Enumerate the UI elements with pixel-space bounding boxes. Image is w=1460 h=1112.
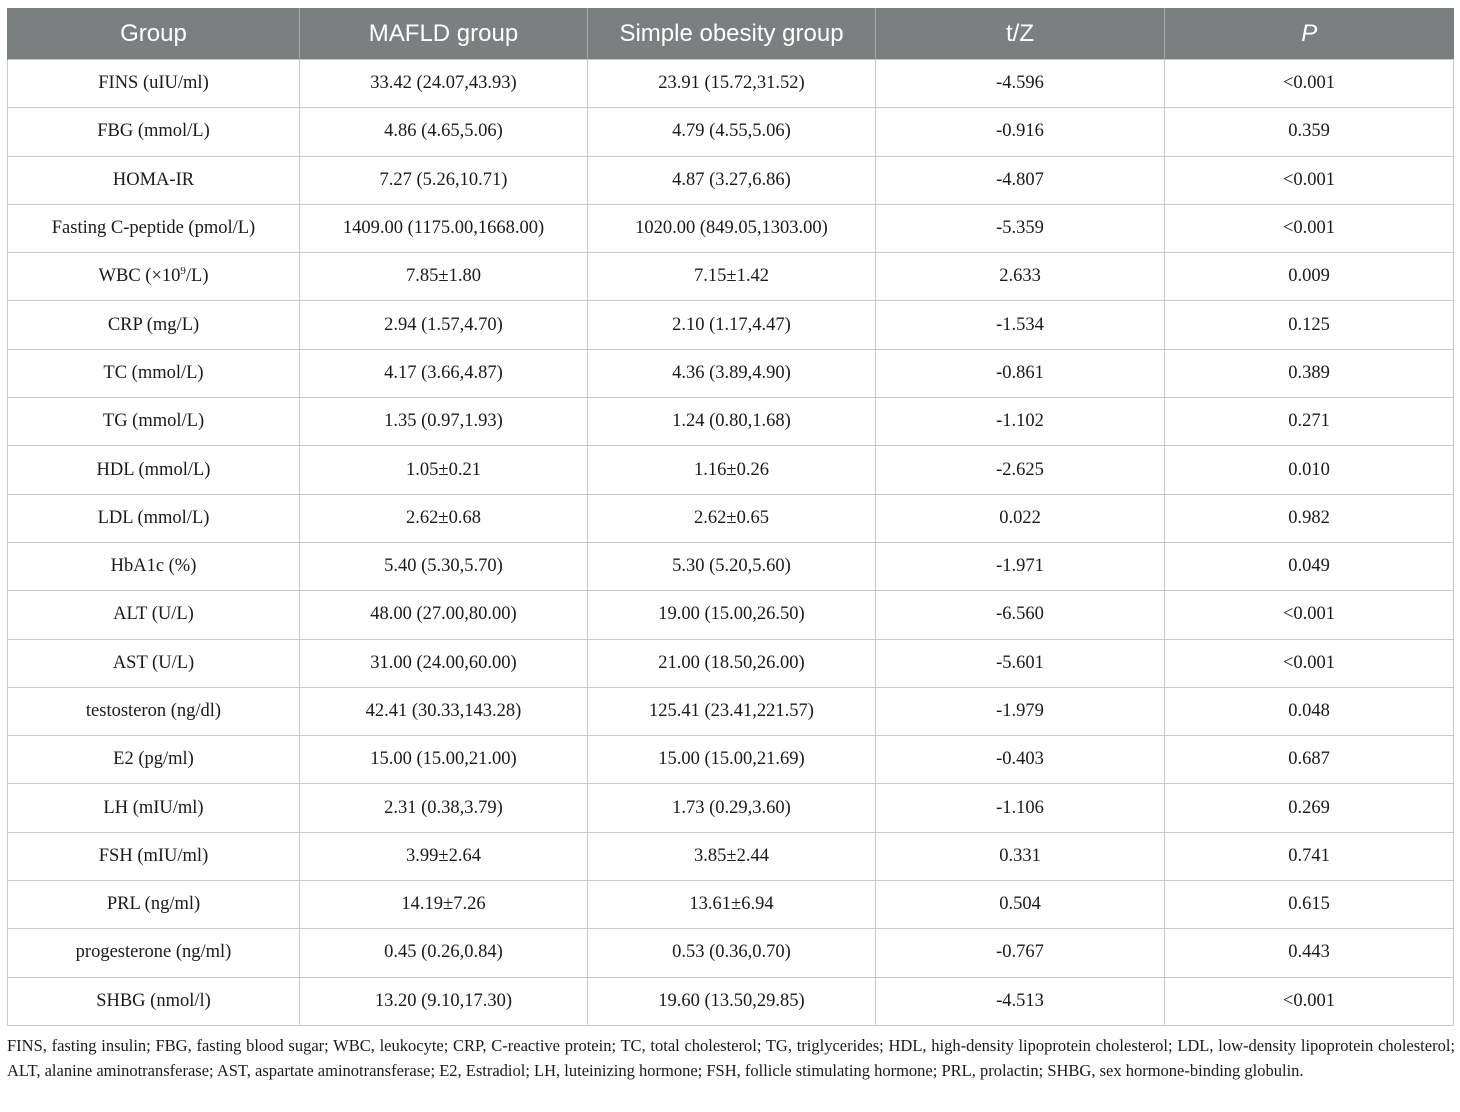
- row-label: SHBG (nmol/l): [8, 977, 300, 1025]
- table-row: [8, 494, 1454, 542]
- obesity-value: 5.30 (5.20,5.60): [588, 542, 876, 590]
- mafld-value: 0.45 (0.26,0.84): [300, 929, 588, 977]
- p-value: <0.001: [1165, 60, 1454, 108]
- row-label: FBG (mmol/L): [8, 108, 300, 156]
- row-label: TC (mmol/L): [8, 349, 300, 397]
- header-p: P: [1165, 8, 1454, 60]
- mafld-value: 7.85±1.80: [300, 253, 588, 301]
- header-t-z: t/Z: [876, 8, 1165, 60]
- obesity-value: 4.79 (4.55,5.06): [588, 108, 876, 156]
- row-label-tail: /L): [185, 266, 209, 287]
- obesity-value: 3.85±2.44: [588, 832, 876, 880]
- row-label: HOMA-IR: [8, 156, 300, 204]
- p-value: 0.443: [1165, 929, 1454, 977]
- table-row: [8, 832, 1454, 880]
- table-row: [8, 542, 1454, 590]
- row-label: AST (U/L): [8, 639, 300, 687]
- obesity-value: 13.61±6.94: [588, 881, 876, 929]
- mafld-value: 3.99±2.64: [300, 832, 588, 880]
- header-row: [8, 8, 1454, 60]
- obesity-value: 23.91 (15.72,31.52): [588, 60, 876, 108]
- mafld-value: 2.31 (0.38,3.79): [300, 784, 588, 832]
- table-row: [8, 591, 1454, 639]
- tz-value: -0.861: [876, 349, 1165, 397]
- mafld-value: 15.00 (15.00,21.00): [300, 736, 588, 784]
- row-label: progesterone (ng/ml): [8, 929, 300, 977]
- mafld-value: 1.35 (0.97,1.93): [300, 398, 588, 446]
- mafld-value: 1.05±0.21: [300, 446, 588, 494]
- mafld-value: 7.27 (5.26,10.71): [300, 156, 588, 204]
- tz-value: -1.534: [876, 301, 1165, 349]
- tz-value: -1.979: [876, 687, 1165, 735]
- table-row: [8, 977, 1454, 1025]
- obesity-value: 21.00 (18.50,26.00): [588, 639, 876, 687]
- p-value: <0.001: [1165, 591, 1454, 639]
- obesity-value: 15.00 (15.00,21.69): [588, 736, 876, 784]
- comparison-table: [7, 8, 1454, 1026]
- row-label: testosteron (ng/dl): [8, 687, 300, 735]
- obesity-value: 4.36 (3.89,4.90): [588, 349, 876, 397]
- header-simple-obesity-group: Simple obesity group: [588, 8, 876, 60]
- row-label: Fasting C-peptide (pmol/L): [8, 204, 300, 252]
- mafld-value: 1409.00 (1175.00,1668.00): [300, 204, 588, 252]
- p-value: <0.001: [1165, 977, 1454, 1025]
- tz-value: -0.403: [876, 736, 1165, 784]
- obesity-value: 1020.00 (849.05,1303.00): [588, 204, 876, 252]
- obesity-value: 1.16±0.26: [588, 446, 876, 494]
- tz-value: -0.916: [876, 108, 1165, 156]
- table-header: [8, 8, 1454, 60]
- table-row: [8, 929, 1454, 977]
- p-value: 0.982: [1165, 494, 1454, 542]
- obesity-value: 1.73 (0.29,3.60): [588, 784, 876, 832]
- p-value: 0.049: [1165, 542, 1454, 590]
- p-value: <0.001: [1165, 639, 1454, 687]
- p-value: 0.125: [1165, 301, 1454, 349]
- tz-value: -5.359: [876, 204, 1165, 252]
- row-label: FINS (uIU/ml): [8, 60, 300, 108]
- row-label: CRP (mg/L): [8, 301, 300, 349]
- obesity-value: 1.24 (0.80,1.68): [588, 398, 876, 446]
- p-value: 0.269: [1165, 784, 1454, 832]
- table-row: [8, 398, 1454, 446]
- row-label: LH (mIU/ml): [8, 784, 300, 832]
- header-group: Group: [8, 8, 300, 60]
- obesity-value: 125.41 (23.41,221.57): [588, 687, 876, 735]
- obesity-value: 2.62±0.65: [588, 494, 876, 542]
- table-row: [8, 108, 1454, 156]
- tz-value: 2.633: [876, 253, 1165, 301]
- table-row: [8, 156, 1454, 204]
- obesity-value: 0.53 (0.36,0.70): [588, 929, 876, 977]
- p-value: <0.001: [1165, 204, 1454, 252]
- table-row: [8, 60, 1454, 108]
- p-value: 0.271: [1165, 398, 1454, 446]
- table-row: [8, 349, 1454, 397]
- tz-value: 0.022: [876, 494, 1165, 542]
- obesity-value: 2.10 (1.17,4.47): [588, 301, 876, 349]
- table-row: [8, 687, 1454, 735]
- row-label: HbA1c (%): [8, 542, 300, 590]
- table-row: [8, 639, 1454, 687]
- mafld-value: 42.41 (30.33,143.28): [300, 687, 588, 735]
- table-row: [8, 301, 1454, 349]
- mafld-value: 4.86 (4.65,5.06): [300, 108, 588, 156]
- p-value: 0.615: [1165, 881, 1454, 929]
- row-label-text: WBC (×10: [98, 266, 181, 287]
- p-value: 0.010: [1165, 446, 1454, 494]
- mafld-value: 33.42 (24.07,43.93): [300, 60, 588, 108]
- mafld-value: 14.19±7.26: [300, 881, 588, 929]
- mafld-value: 13.20 (9.10,17.30): [300, 977, 588, 1025]
- p-value: <0.001: [1165, 156, 1454, 204]
- mafld-value: 2.62±0.68: [300, 494, 588, 542]
- tz-value: 0.504: [876, 881, 1165, 929]
- mafld-value: 4.17 (3.66,4.87): [300, 349, 588, 397]
- table-footnote: FINS, fasting insulin; FBG, fasting blood sugar; WBC, leukocyte; CRP, C-reactive protein; TC, total cholesterol; TG, triglycerides; HDL, high-density lipoprotein cholesterol; LDL, low-density lipoprotein cholesterol; ALT, alanine aminotransferase; AST, aspartate aminotransferase; E2, Estradiol; LH, luteinizing hormone; FSH, follicle stimulating hormone; PRL, prolactin; SHBG, sex hormone-binding globulin.: [7, 1036, 1455, 1080]
- obesity-value: 19.60 (13.50,29.85): [588, 977, 876, 1025]
- mafld-value: 31.00 (24.00,60.00): [300, 639, 588, 687]
- p-value: 0.359: [1165, 108, 1454, 156]
- table-row: [8, 881, 1454, 929]
- tz-value: -5.601: [876, 639, 1165, 687]
- header-mafld-group: MAFLD group: [300, 8, 588, 60]
- row-label: E2 (pg/ml): [8, 736, 300, 784]
- obesity-value: 7.15±1.42: [588, 253, 876, 301]
- row-label: FSH (mIU/ml): [8, 832, 300, 880]
- table-row: [8, 446, 1454, 494]
- tz-value: -0.767: [876, 929, 1165, 977]
- mafld-value: 5.40 (5.30,5.70): [300, 542, 588, 590]
- tz-value: -1.971: [876, 542, 1165, 590]
- tz-value: -6.560: [876, 591, 1165, 639]
- table-row: [8, 736, 1454, 784]
- p-value: 0.048: [1165, 687, 1454, 735]
- obesity-value: 19.00 (15.00,26.50): [588, 591, 876, 639]
- p-value: 0.741: [1165, 832, 1454, 880]
- table-container: [7, 8, 1453, 1026]
- table-body: [8, 60, 1454, 1026]
- row-label: ALT (U/L): [8, 591, 300, 639]
- tz-value: -4.513: [876, 977, 1165, 1025]
- table-row: [8, 253, 1454, 301]
- tz-value: -4.807: [876, 156, 1165, 204]
- mafld-value: 2.94 (1.57,4.70): [300, 301, 588, 349]
- obesity-value: 4.87 (3.27,6.86): [588, 156, 876, 204]
- table-row: [8, 204, 1454, 252]
- row-label: HDL (mmol/L): [8, 446, 300, 494]
- row-label: PRL (ng/ml): [8, 881, 300, 929]
- tz-value: -1.102: [876, 398, 1165, 446]
- row-label: TG (mmol/L): [8, 398, 300, 446]
- p-value: 0.009: [1165, 253, 1454, 301]
- row-label: LDL (mmol/L): [8, 494, 300, 542]
- tz-value: 0.331: [876, 832, 1165, 880]
- row-label-superscript: 9: [180, 265, 186, 278]
- mafld-value: 48.00 (27.00,80.00): [300, 591, 588, 639]
- row-label: [8, 253, 300, 301]
- tz-value: -4.596: [876, 60, 1165, 108]
- table-row: [8, 784, 1454, 832]
- tz-value: -2.625: [876, 446, 1165, 494]
- p-value: 0.687: [1165, 736, 1454, 784]
- tz-value: -1.106: [876, 784, 1165, 832]
- p-value: 0.389: [1165, 349, 1454, 397]
